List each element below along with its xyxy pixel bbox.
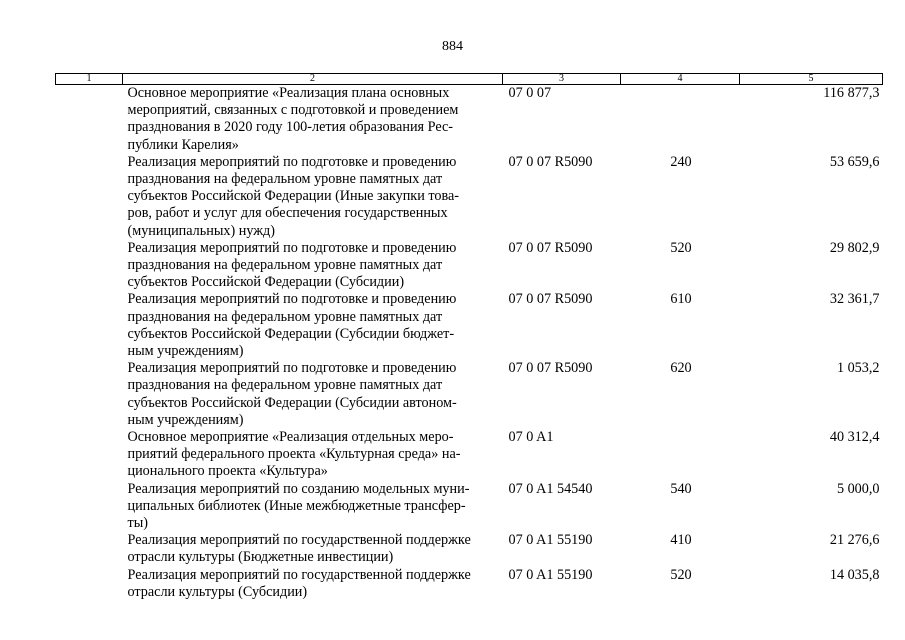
row-number-cell [56,154,123,240]
row-number-cell [56,481,123,533]
description-line: Реализация мероприятий по государственной поддержке [127,566,471,583]
description-line: Реализация мероприятий по подготовке и проведению [127,360,457,377]
expense-type-cell: 610 [670,291,692,308]
description-line: празднования в 2020 году 100-летия образования Рес- [127,119,453,136]
code-cell: 07 0 A1 55190 [508,566,593,583]
description-line: субъектов Российской Федерации (Субсидии автоном- [127,394,457,411]
description-line: мероприятий, связанных с подготовкой и проведением [127,102,459,119]
table-row [56,360,883,429]
expense-type-cell [621,429,740,481]
amount-cell: 40 312,4 [829,429,880,446]
amount-cell: 1 053,2 [836,360,880,377]
description-line: Реализация мероприятий по подготовке и проведению [127,239,457,256]
description-line: ционального проекта «Культура» [127,463,328,480]
description-line: празднования на федеральном уровне памятных дат [127,257,443,274]
code-cell: 07 0 07 [508,85,552,101]
description-line: отрасли культуры (Бюджетные инвестиции) [127,549,394,566]
amount-cell: 29 802,9 [829,239,880,256]
row-number-cell [56,567,123,601]
table-row [56,85,883,154]
description-line: ты) [127,515,148,532]
description-line: ров, работ и услуг для обеспечения государственных [127,205,448,222]
description-line: приятий федерального проекта «Культурная среда» на- [127,446,461,463]
table-body [56,85,883,602]
code-cell: 07 0 07 R5090 [508,153,593,170]
table-row [56,429,883,481]
table-row [56,532,883,566]
description-line: субъектов Российской Федерации (Субсидии) [127,274,405,291]
column-header-5: 5 [740,74,883,85]
row-number-cell [56,240,123,292]
table-row [56,481,883,533]
description-line: Реализация мероприятий по государственной поддержке [127,532,471,549]
table-header [56,74,883,85]
description-line: отрасли культуры (Субсидии) [127,583,308,600]
amount-cell: 53 659,6 [829,153,880,170]
description-cell [123,85,503,154]
code-cell: 07 0 07 R5090 [508,291,593,308]
table-row [56,240,883,292]
table-row [56,567,883,601]
description-line: ным учреждениям) [127,343,244,360]
table-row [56,291,883,360]
expense-type-cell: 520 [670,239,692,256]
budget-table [55,73,883,601]
description-line: празднования на федеральном уровне памятных дат [127,377,443,394]
description-cell [123,481,503,533]
description-line: (муниципальных) нужд) [127,222,275,239]
expense-type-cell: 520 [670,566,692,583]
column-header-2: 2 [123,74,503,85]
row-number-cell [56,291,123,360]
description-cell [123,567,503,601]
row-number-cell [56,532,123,566]
description-line: субъектов Российской Федерации (Иные закупки това- [127,188,459,205]
description-line: публики Карелия» [127,136,239,153]
description-line: субъектов Российской Федерации (Субсидии бюджет- [127,325,455,342]
amount-cell: 14 035,8 [829,566,880,583]
description-line: Основное мероприятие «Реализация отдельных меро- [127,429,454,446]
description-cell [123,429,503,481]
description-line: празднования на федеральном уровне памятных дат [127,171,443,188]
page-number: 884 [442,39,463,54]
row-number-cell [56,85,123,154]
code-cell: 07 0 07 R5090 [508,239,593,256]
amount-cell: 21 276,6 [829,532,880,549]
column-header-1: 1 [56,74,123,85]
description-cell [123,154,503,240]
description-cell [123,360,503,429]
description-line: ным учреждениям) [127,411,244,428]
column-header-3: 3 [503,74,621,85]
description-line: ципальных библиотек (Иные межбюджетные трансфер- [127,497,466,514]
description-line: Реализация мероприятий по подготовке и проведению [127,291,457,308]
amount-cell: 32 361,7 [829,291,880,308]
description-cell [123,532,503,566]
amount-cell: 5 000,0 [836,480,880,497]
expense-type-cell [621,85,740,154]
amount-cell: 116 877,3 [823,85,880,101]
code-cell: 07 0 07 R5090 [508,360,593,377]
code-cell: 07 0 A1 [508,429,554,446]
table-row [56,154,883,240]
row-number-cell [56,429,123,481]
description-line: Основное мероприятие «Реализация плана основных [127,85,450,101]
code-cell: 07 0 A1 54540 [508,480,593,497]
description-cell [123,240,503,292]
description-line: Реализация мероприятий по созданию модельных муни- [127,480,470,497]
expense-type-cell: 540 [670,480,692,497]
expense-type-cell: 240 [670,153,692,170]
code-cell: 07 0 A1 55190 [508,532,593,549]
expense-type-cell: 410 [670,532,692,549]
description-line: Реализация мероприятий по подготовке и проведению [127,153,457,170]
row-number-cell [56,360,123,429]
expense-type-cell: 620 [670,360,692,377]
description-cell [123,291,503,360]
column-header-4: 4 [621,74,740,85]
description-line: празднования на федеральном уровне памятных дат [127,308,443,325]
